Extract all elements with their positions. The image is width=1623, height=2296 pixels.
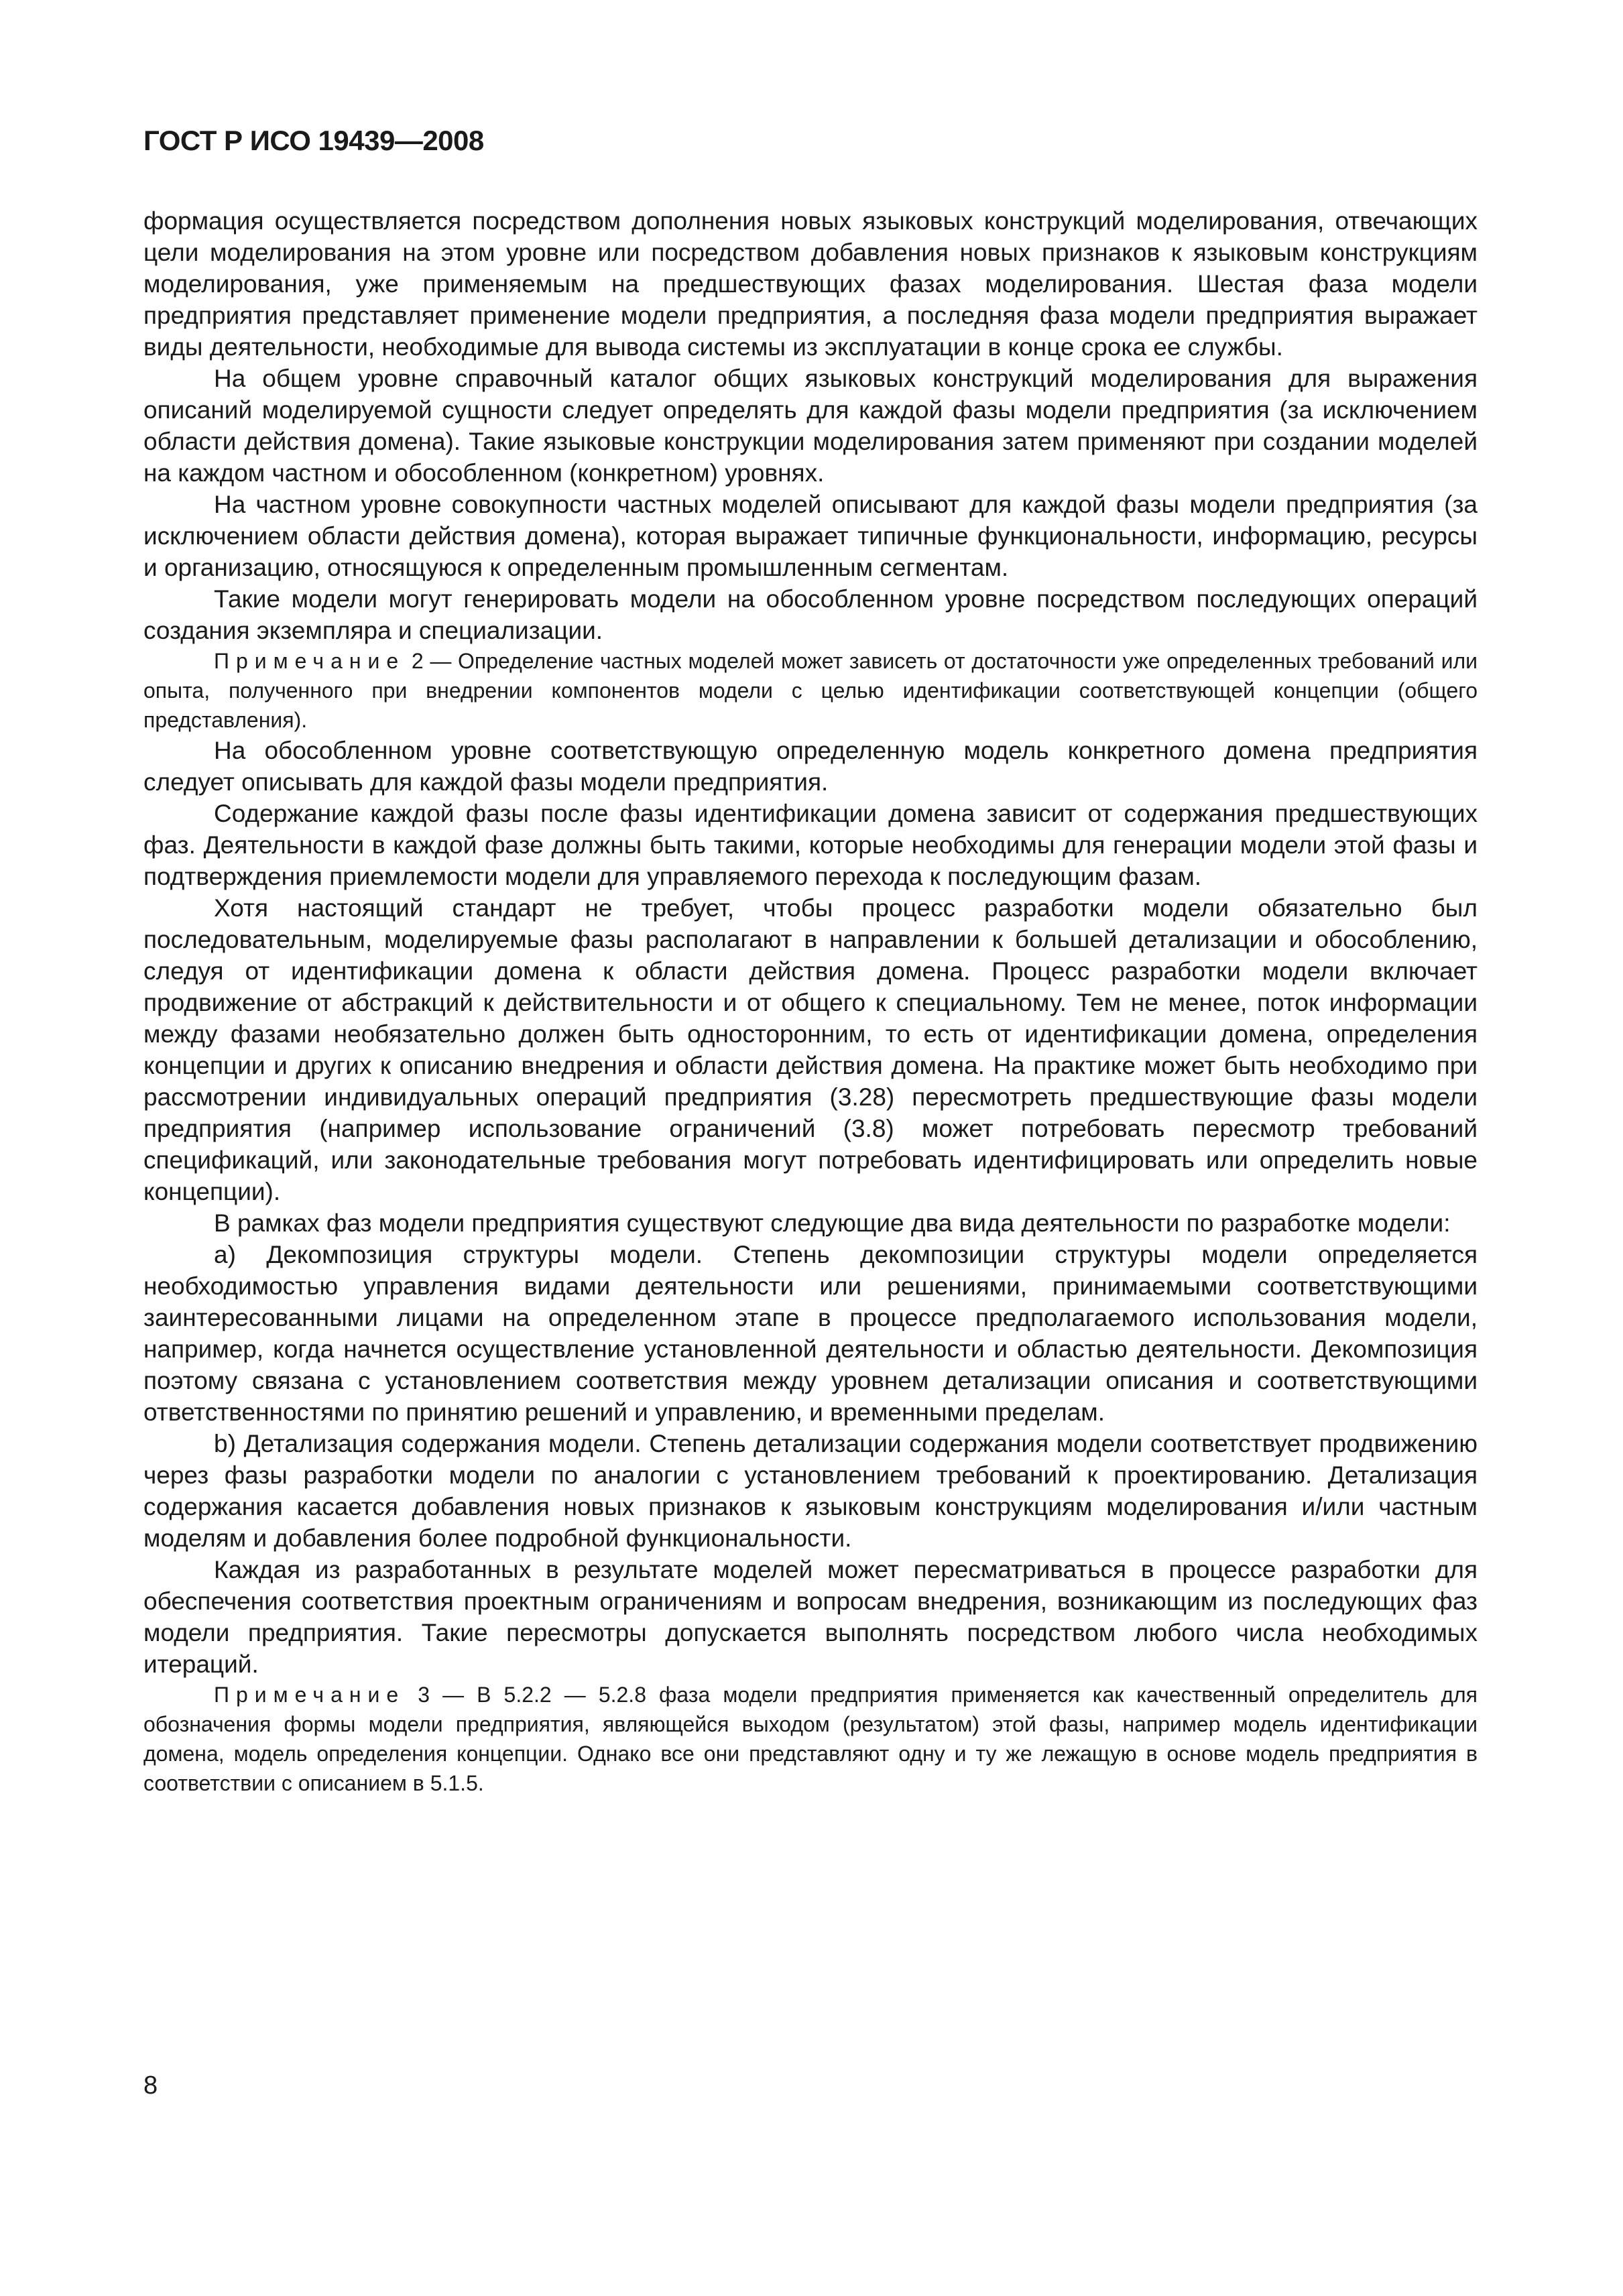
note-text: 3 — В 5.2.2 — 5.2.8 фаза модели предприятия применяется как качественный определитель для обозначения формы модели предприятия, являющейся выходом (результатом) этой фазы, например модель идентификации домена, модель определения концепции. Однако все они представляют одну и ту же лежащую в основе модель предприятия в соответствии с описанием в 5.1.5. bbox=[143, 1683, 1478, 1795]
document-header: ГОСТ Р ИСО 19439—2008 bbox=[143, 125, 484, 156]
note-2 bbox=[143, 646, 1478, 735]
paragraph: На частном уровне совокупности частных моделей описывают для каждой фазы модели предприятия (за исключением области действия домена), которая выражает типичные функциональности, информацию, ресурсы и организацию, относящуюся к определенным промышленным сегментам. bbox=[143, 491, 1478, 581]
note-3 bbox=[143, 1680, 1478, 1798]
paragraph: Каждая из разработанных в результате моделей может пересматриваться в процессе разработки для обеспечения соответствия проектным ограничениям и вопросам внедрения, возникающим из последующих фаз модели предприятия. Такие пересмотры допускается выполнять посредством любого числа необходимых итераций. bbox=[143, 1556, 1478, 1678]
paragraph: Содержание каждой фазы после фазы идентификации домена зависит от содержания предшествующих фаз. Деятельности в каждой фазе должны быть такими, которые необходимы для генерации модели этой фазы и подтверждения приемлемости модели для управляемого перехода к последующим фазам. bbox=[143, 800, 1478, 890]
list-item-a: a) Декомпозиция структуры модели. Степень декомпозиции структуры модели определяется необходимостью управления видами деятельности или решениями, принимаемыми соответствующими заинтересованными лицами на определенном этапе в процессе предполагаемого использования модели, например, когда начнется осуществление установленной деятельности и областью деятельности. Декомпозиция поэтому связана с установлением соответствия между уровнем детализации описания и соответствующими ответственностями по принятию решений и управлению, и временными пределам. bbox=[143, 1241, 1478, 1426]
page-number: 8 bbox=[143, 2071, 158, 2100]
paragraph: Хотя настоящий стандарт не требует, чтобы процесс разработки модели обязательно был последовательным, моделируемые фазы располагают в направлении к большей детализации и обособлению, следуя от идентификации домена к области действия домена. Процесс разработки модели включает продвижение от абстракций к действительности и от общего к специальному. Тем не менее, поток информации между фазами необязательно должен быть односторонним, то есть от идентификации домена, определения концепции и других к описанию внедрения и области действия домена. На практике может быть необходимо при рассмотрении индивидуальных операций предприятия (3.28) пересмотреть предшествующие фазы модели предприятия (например использование ограничений (3.8) может потребовать пересмотр требований спецификаций, или законодательные требования могут потребовать идентифицировать или определить новые концепции). bbox=[143, 894, 1478, 1205]
note-label: Примечание bbox=[214, 1683, 406, 1707]
note-text: 2 — Определение частных моделей может зависеть от достаточности уже определенных требований или опыта, полученного при внедрении компонентов модели с целью идентификации соответствующей концепции (общего представления). bbox=[143, 649, 1478, 732]
paragraph: В рамках фаз модели предприятия существуют следующие два вида деятельности по разработке модели: bbox=[214, 1209, 1451, 1237]
paragraph: На обособленном уровне соответствующую определенную модель конкретного домена предприятия следует описывать для каждой фазы модели предприятия. bbox=[143, 737, 1478, 796]
paragraph: Такие модели могут генерировать модели на обособленном уровне посредством последующих операций создания экземпляра и специализации. bbox=[143, 585, 1478, 644]
document-body bbox=[143, 205, 1478, 1798]
list-item-b: b) Детализация содержания модели. Степень детализации содержания модели соответствует продвижению через фазы разработки модели по аналогии с установлением требований к проектированию. Детализация содержания касается добавления новых признаков к языковым конструкциям моделирования и/или частным моделям и добавления более подробной функциональности. bbox=[143, 1430, 1478, 1552]
paragraph: формация осуществляется посредством дополнения новых языковых конструкций моделирования, отвечающих цели моделирования на этом уровне или посредством добавления новых признаков к языковым конструкциям моделирования, уже применяемым на предшествующих фазах моделирования. Шестая фаза модели предприятия представляет применение модели предприятия, а последняя фаза модели предприятия выражает виды деятельности, необходимые для вывода системы из эксплуатации в конце срока ее службы. bbox=[143, 207, 1478, 361]
paragraph: На общем уровне справочный каталог общих языковых конструкций моделирования для выражения описаний моделируемой сущности следует определять для каждой фазы модели предприятия (за исключением области действия домена). Такие языковые конструкции моделирования затем применяют при создании моделей на каждом частном и обособленном (конкретном) уровнях. bbox=[143, 365, 1478, 487]
note-label: Примечание bbox=[214, 649, 406, 673]
